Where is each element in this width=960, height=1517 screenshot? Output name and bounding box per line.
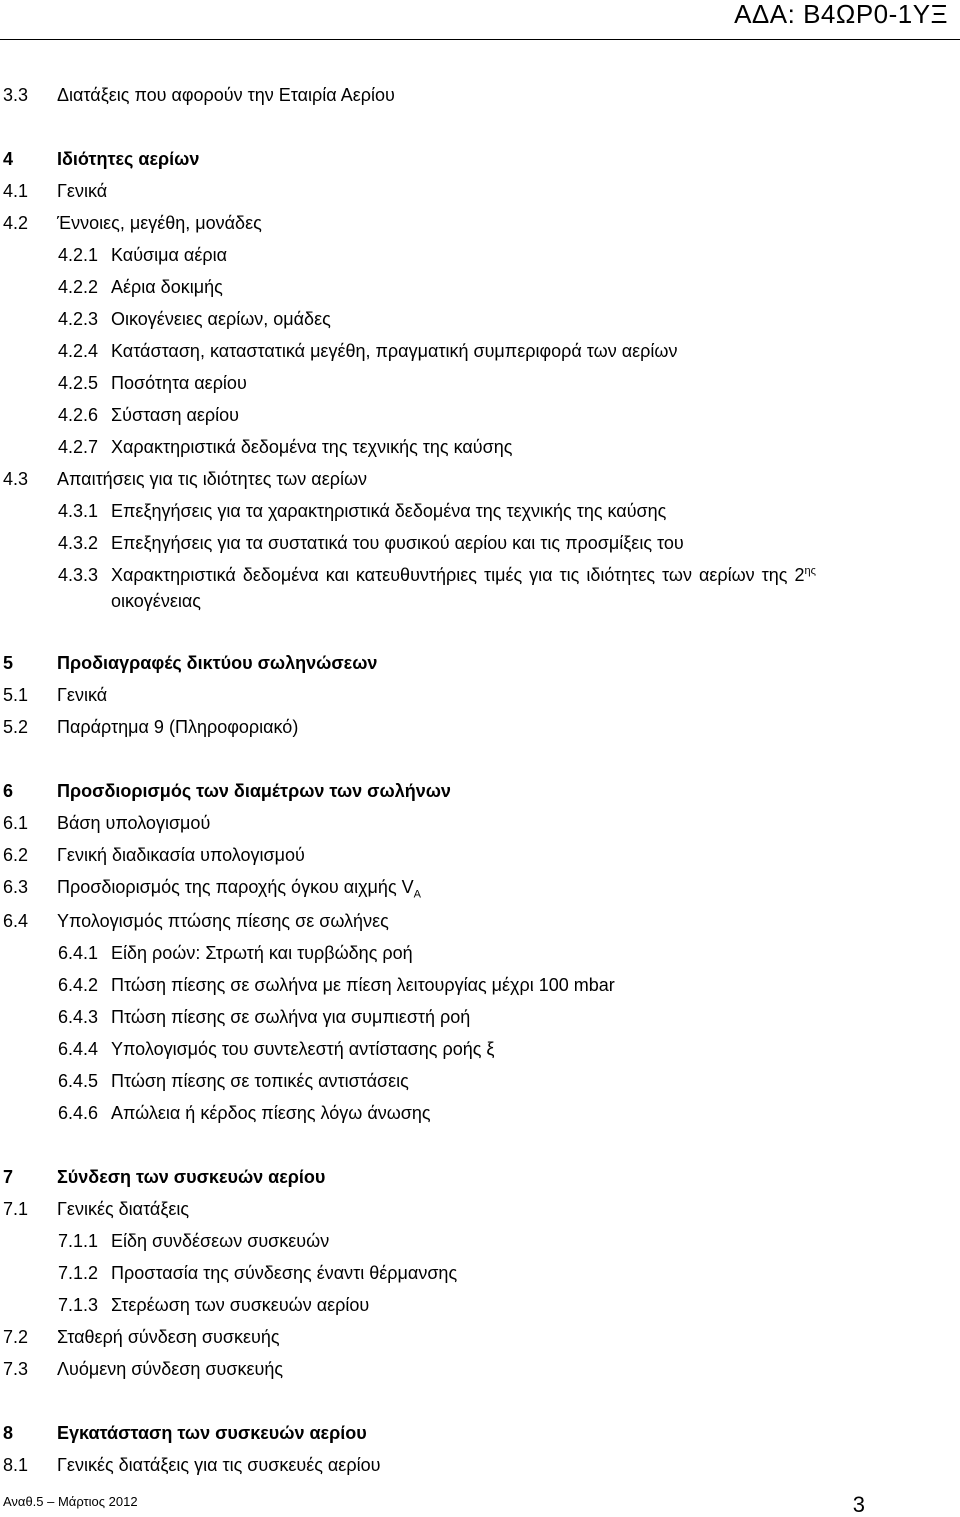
toc-title: Ιδιότητες αερίων [57, 149, 200, 169]
toc-number: 7.1.3 [58, 1295, 99, 1315]
toc-number: 5.1 [3, 685, 29, 705]
toc-title: Πτώση πίεσης σε σωλήνα για συμπιεστή ροή [111, 1007, 471, 1027]
toc-title-continuation: οικογένειας [111, 591, 201, 611]
toc-number: 5 [3, 653, 14, 673]
subscript-a: A [413, 888, 421, 901]
toc-title: Στερέωση των συσκευών αερίου [111, 1295, 370, 1315]
toc-title: Εγκατάσταση των συσκευών αερίου [57, 1423, 367, 1443]
toc-title: Υπολογισμός του συντελεστή αντίστασης ροής ξ [111, 1039, 495, 1059]
toc-number: 4.1 [3, 181, 29, 201]
toc-number: 6.1 [3, 813, 29, 833]
toc-number: 4.2.3 [58, 309, 99, 329]
toc-title: Χαρακτηριστικά δεδομένα της τεχνικής της καύσης [111, 437, 513, 457]
toc-title: Βάση υπολογισμού [57, 813, 211, 833]
toc-number: 7 [3, 1167, 14, 1187]
toc-title: Απώλεια ή κέρδος πίεσης λόγω άνωσης [111, 1103, 431, 1123]
toc-number: 7.2 [3, 1327, 29, 1347]
toc-number: 4.2.1 [58, 245, 99, 265]
toc-title: Γενική διαδικασία υπολογισμού [57, 845, 305, 865]
toc-title: Έννοιες, μεγέθη, μονάδες [57, 213, 262, 233]
toc-title: Σύνδεση των συσκευών αερίου [57, 1167, 326, 1187]
toc-title: Ποσότητα αερίου [111, 373, 247, 393]
toc-title [57, 876, 421, 901]
toc-number: 6.4.5 [58, 1071, 99, 1091]
toc-title: Κατάσταση, καταστατικά μεγέθη, πραγματική συμπεριφορά των αερίων [111, 341, 678, 361]
toc-title [111, 564, 816, 586]
toc-number: 6.4 [3, 911, 29, 931]
toc-number: 6.4.3 [58, 1007, 99, 1027]
toc-number: 8 [3, 1423, 14, 1443]
toc-title: Παράρτημα 9 (Πληροφοριακό) [57, 717, 299, 737]
toc-number: 6.4.1 [58, 943, 99, 963]
toc-number: 6.3 [3, 877, 29, 897]
toc-title: Καύσιμα αέρια [111, 245, 227, 265]
toc-title: Διατάξεις που αφορούν την Εταιρία Αερίου [57, 85, 395, 105]
toc-title: Επεξηγήσεις για τα συστατικά του φυσικού αερίου και τις προσμίξεις του [111, 533, 684, 553]
toc-title: Γενικά [57, 685, 108, 705]
toc-number: 7.1 [3, 1199, 29, 1219]
toc-number: 7.1.2 [58, 1263, 99, 1283]
toc-number: 4.3.1 [58, 501, 99, 521]
toc-number: 4 [3, 149, 14, 169]
toc-title: Οικογένειες αερίων, ομάδες [111, 309, 331, 329]
toc-number: 4.3.2 [58, 533, 99, 553]
toc-number: 7.1.1 [58, 1231, 99, 1251]
toc-title-text: Προσδιορισμός της παροχής όγκου αιχμής V [57, 877, 414, 897]
toc-title: Προδιαγραφές δικτύου σωληνώσεων [57, 653, 378, 673]
toc-number: 4.2 [3, 213, 29, 233]
toc-title: Προστασία της σύνδεσης έναντι θέρμανσης [111, 1263, 458, 1283]
toc-number: 4.2.7 [58, 437, 99, 457]
toc-number: 4.2.4 [58, 341, 99, 361]
page-number: 3 [852, 1492, 865, 1517]
toc-number: 4.2.6 [58, 405, 99, 425]
toc-title: Πτώση πίεσης σε σωλήνα με πίεση λειτουργίας μέχρι 100 mbar [111, 975, 615, 995]
toc-number: 4.2.2 [58, 277, 99, 297]
header-rule [0, 39, 960, 40]
ordinal-superscript: ης [804, 565, 816, 577]
toc-title: Είδη συνδέσεων συσκευών [111, 1231, 330, 1251]
toc-title: Σταθερή σύνδεση συσκευής [57, 1327, 280, 1347]
toc-title: Γενικά [57, 181, 108, 201]
footer-revision: Αναθ.5 – Μάρτιος 2012 [3, 1494, 138, 1509]
toc-title: Γενικές διατάξεις για τις συσκευές αερίου [57, 1455, 381, 1475]
toc-title: Πτώση πίεσης σε τοπικές αντιστάσεις [111, 1071, 409, 1091]
toc-title: Επεξηγήσεις για τα χαρακτηριστικά δεδομένα της τεχνικής της καύσης [111, 501, 667, 521]
toc-number: 8.1 [3, 1455, 29, 1475]
toc-title: Λυόμενη σύνδεση συσκευής [57, 1359, 284, 1379]
toc-number: 4.3 [3, 469, 29, 489]
toc-number: 6.4.6 [58, 1103, 99, 1123]
toc-number: 5.2 [3, 717, 29, 737]
toc-number: 4.3.3 [58, 565, 99, 585]
toc-number: 6.4.4 [58, 1039, 99, 1059]
toc-title: Είδη ροών: Στρωτή και τυρβώδης ροή [111, 943, 413, 963]
toc-title: Αέρια δοκιμής [111, 277, 223, 297]
toc-number: 4.2.5 [58, 373, 99, 393]
toc-title-text: Χαρακτηριστικά δεδομένα και κατευθυντήριες τιμές για τις ιδιότητες των αερίων της 2 [111, 565, 805, 585]
toc-title: Σύσταση αερίου [111, 405, 239, 425]
toc-number: 6.4.2 [58, 975, 99, 995]
toc-title: Υπολογισμός πτώσης πίεσης σε σωλήνες [57, 911, 389, 931]
toc-number: 7.3 [3, 1359, 29, 1379]
toc-number: 6 [3, 781, 14, 801]
toc-title: Γενικές διατάξεις [57, 1199, 190, 1219]
toc-number: 6.2 [3, 845, 29, 865]
toc-number: 3.3 [3, 85, 29, 105]
toc-title: Προσδιορισμός των διαμέτρων των σωλήνων [57, 781, 451, 801]
ada-code: ΑΔΑ: Β4ΩΡ0-1ΥΞ [734, 0, 948, 29]
toc-title: Απαιτήσεις για τις ιδιότητες των αερίων [57, 469, 368, 489]
